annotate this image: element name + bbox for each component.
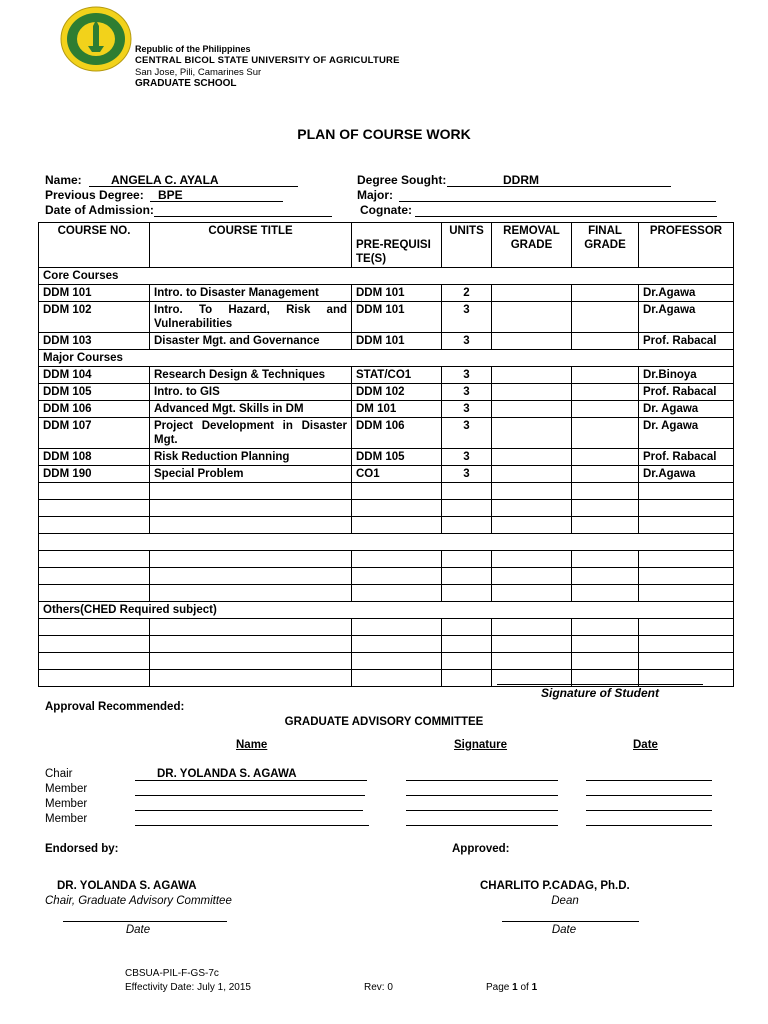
col-name-header: Name: [236, 739, 268, 751]
previous-degree-label: Previous Degree:: [45, 188, 144, 202]
page-of: of: [520, 982, 529, 993]
course-final: [572, 418, 639, 449]
table-row-empty: [39, 500, 734, 517]
republic-text: Republic of the Philippines: [135, 44, 251, 54]
table-row: [39, 418, 734, 449]
signature-of-student-label: Signature of Student: [541, 686, 659, 700]
approver-name: CHARLITO P.CADAG, Ph.D.: [480, 880, 630, 892]
page-title: PLAN OF COURSE WORK: [297, 126, 471, 142]
header-prerequisites: PRE-REQUISI TE(S): [352, 223, 442, 268]
header-professor: PROFESSOR: [639, 223, 734, 268]
course-professor: Dr. Agawa: [639, 401, 734, 418]
table-header-row: [39, 223, 734, 268]
table-row-empty: [39, 551, 734, 568]
course-prereq: DDM 101: [352, 302, 442, 333]
course-prereq: DDM 101: [352, 333, 442, 350]
course-no: DDM 101: [39, 285, 150, 302]
course-title: Project Development in Disaster Mgt.: [150, 418, 352, 449]
course-title: Intro. to Disaster Management: [150, 285, 352, 302]
table-row-empty: [39, 483, 734, 500]
course-final: [572, 333, 639, 350]
course-removal: [492, 333, 572, 350]
table-row-empty: [39, 653, 734, 670]
page-total: 1: [531, 982, 538, 993]
course-units: 2: [442, 285, 492, 302]
table-row-empty: [39, 619, 734, 636]
course-no: DDM 102: [39, 302, 150, 333]
school-name: GRADUATE SCHOOL: [135, 78, 237, 89]
course-prereq: CO1: [352, 466, 442, 483]
cognate-label: Cognate:: [360, 203, 412, 217]
course-final: [572, 285, 639, 302]
col-date-header: Date: [633, 739, 658, 751]
endorser-role: Chair, Graduate Advisory Committee: [45, 895, 232, 907]
section-core: [39, 268, 734, 285]
approval-recommended-label: Approval Recommended:: [45, 701, 185, 713]
admission-label: Date of Admission:: [45, 203, 154, 217]
course-title: Intro. To Hazard, Risk and Vulnerabilities: [150, 302, 352, 333]
table-row: [39, 367, 734, 384]
header-course-title: COURSE TITLE: [150, 223, 352, 268]
course-units: 3: [442, 466, 492, 483]
endorsed-by-label: Endorsed by:: [45, 843, 119, 855]
course-title: Special Problem: [150, 466, 352, 483]
course-title: Advanced Mgt. Skills in DM: [150, 401, 352, 418]
university-name: CENTRAL BICOL STATE UNIVERSITY OF AGRICULTURE: [135, 55, 400, 66]
section-others: [39, 602, 734, 619]
table-row: [39, 384, 734, 401]
course-professor: Dr.Binoya: [639, 367, 734, 384]
course-units: 3: [442, 449, 492, 466]
course-removal: [492, 285, 572, 302]
section-major-label: Major Courses: [39, 350, 734, 367]
course-prereq: DDM 105: [352, 449, 442, 466]
course-prereq: DDM 101: [352, 285, 442, 302]
course-final: [572, 302, 639, 333]
course-professor: Dr. Agawa: [639, 418, 734, 449]
course-final: [572, 466, 639, 483]
course-removal: [492, 367, 572, 384]
approver-role: Dean: [551, 895, 579, 907]
page-current: 1: [512, 982, 518, 993]
table-row-empty: [39, 517, 734, 534]
course-no: DDM 190: [39, 466, 150, 483]
table-row: [39, 285, 734, 302]
course-final: [572, 401, 639, 418]
page-prefix: Page: [486, 982, 510, 993]
course-title: Research Design & Techniques: [150, 367, 352, 384]
course-prereq: STAT/CO1: [352, 367, 442, 384]
revision: Rev: 0: [364, 982, 393, 993]
course-title: Risk Reduction Planning: [150, 449, 352, 466]
course-removal: [492, 401, 572, 418]
course-professor: Prof. Rabacal: [639, 384, 734, 401]
table-row: [39, 401, 734, 418]
course-prereq: DDM 102: [352, 384, 442, 401]
effectivity-date: Effectivity Date: July 1, 2015: [125, 982, 251, 993]
course-units: 3: [442, 367, 492, 384]
chair-name: DR. YOLANDA S. AGAWA: [157, 768, 297, 780]
table-row: [39, 302, 734, 333]
course-removal: [492, 466, 572, 483]
university-address: San Jose, Pili, Camarines Sur: [135, 67, 262, 78]
course-units: 3: [442, 418, 492, 449]
course-removal: [492, 302, 572, 333]
section-others-label: Others(CHED Required subject): [39, 602, 734, 619]
course-final: [572, 367, 639, 384]
course-final: [572, 384, 639, 401]
col-signature-header: Signature: [454, 739, 508, 751]
previous-degree-value: BPE: [158, 188, 183, 202]
course-removal: [492, 449, 572, 466]
course-no: DDM 107: [39, 418, 150, 449]
course-prereq: DM 101: [352, 401, 442, 418]
role-member-2: Member: [45, 798, 88, 810]
section-core-label: Core Courses: [39, 268, 734, 285]
header-units: UNITS: [442, 223, 492, 268]
course-professor: Dr.Agawa: [639, 466, 734, 483]
approver-date-label: Date: [551, 924, 577, 936]
header-final-grade: FINAL GRADE: [572, 223, 639, 268]
endorser-name: DR. YOLANDA S. AGAWA: [57, 880, 197, 892]
committee-title: GRADUATE ADVISORY COMMITTEE: [284, 716, 484, 728]
table-row-empty: [39, 568, 734, 585]
table-row: [39, 466, 734, 483]
name-label: Name:: [45, 173, 82, 187]
form-code: CBSUA-PIL-F-GS-7c: [125, 968, 219, 979]
name-value: ANGELA C. AYALA: [111, 173, 219, 187]
course-no: DDM 106: [39, 401, 150, 418]
table-row: [39, 333, 734, 350]
course-units: 3: [442, 333, 492, 350]
course-title: Disaster Mgt. and Governance: [150, 333, 352, 350]
course-professor: Dr.Agawa: [639, 285, 734, 302]
course-removal: [492, 384, 572, 401]
header-course-no: COURSE NO.: [39, 223, 150, 268]
course-table: [38, 222, 734, 687]
role-member-1: Member: [45, 783, 88, 795]
course-units: 3: [442, 302, 492, 333]
course-title: Intro. to GIS: [150, 384, 352, 401]
course-professor: Dr.Agawa: [639, 302, 734, 333]
section-major: [39, 350, 734, 367]
approved-label: Approved:: [452, 843, 510, 855]
degree-sought-value: DDRM: [503, 173, 539, 187]
course-no: DDM 103: [39, 333, 150, 350]
course-units: 3: [442, 401, 492, 418]
role-chair: Chair: [45, 768, 73, 780]
course-prereq: DDM 106: [352, 418, 442, 449]
course-professor: Prof. Rabacal: [639, 333, 734, 350]
course-units: 3: [442, 384, 492, 401]
major-label: Major:: [357, 188, 393, 202]
course-professor: Prof. Rabacal: [639, 449, 734, 466]
table-row: [39, 449, 734, 466]
course-no: DDM 108: [39, 449, 150, 466]
degree-sought-label: Degree Sought:: [357, 173, 447, 187]
course-removal: [492, 418, 572, 449]
course-final: [572, 449, 639, 466]
university-seal: [60, 6, 132, 72]
course-no: DDM 105: [39, 384, 150, 401]
header-removal-grade: REMOVAL GRADE: [492, 223, 572, 268]
role-member-3: Member: [45, 813, 88, 825]
table-row-empty: [39, 585, 734, 602]
table-row-empty: [39, 636, 734, 653]
course-no: DDM 104: [39, 367, 150, 384]
page-number: [486, 982, 537, 993]
table-row-empty: [39, 534, 734, 551]
endorser-date-label: Date: [125, 924, 151, 936]
